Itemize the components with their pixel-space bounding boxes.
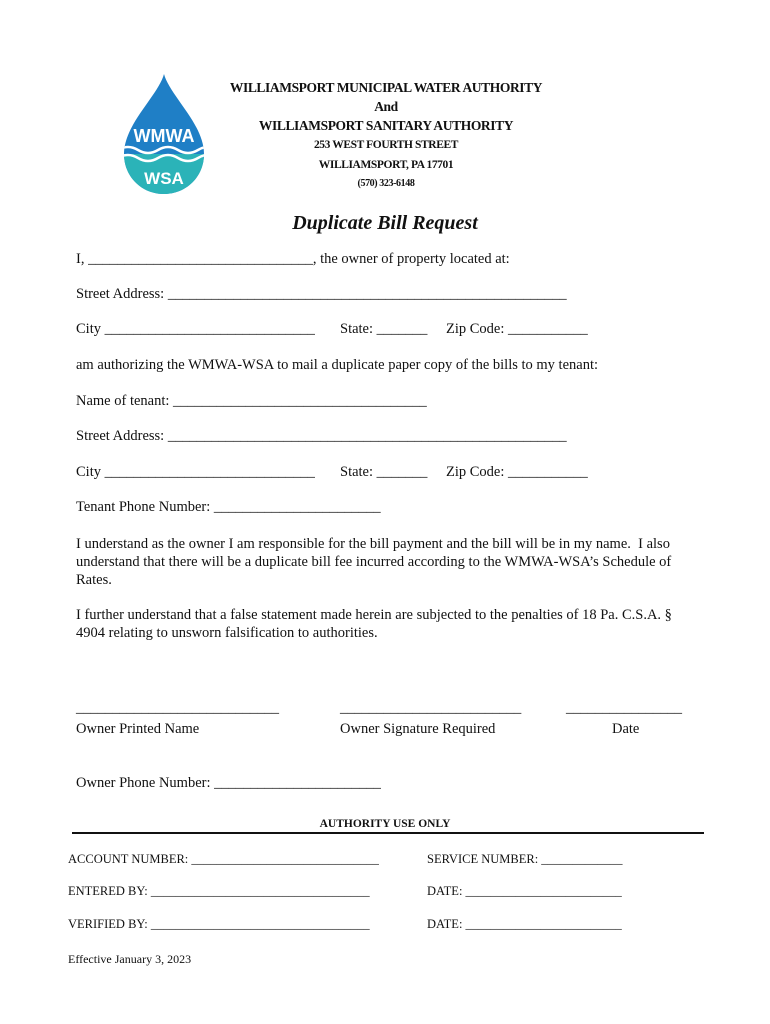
tenant-phone: Tenant Phone Number: _______________________	[76, 499, 381, 515]
tenant-name: Name of tenant: ___________________________________	[76, 393, 427, 409]
paragraph-1-line-1: I understand as the owner I am responsible for the bill payment and the bill will be in my name. I also	[76, 536, 670, 552]
account-number: ACCOUNT NUMBER: ______________________________	[68, 852, 379, 866]
state-2: State: _______	[340, 464, 428, 480]
logo-text-bottom: WSA	[144, 169, 184, 188]
zip-1: Zip Code: ___________	[446, 321, 588, 337]
service-number: SERVICE NUMBER: _____________	[427, 852, 623, 866]
signature-line-signature: _________________________	[340, 700, 522, 716]
effective-date: Effective January 3, 2023	[68, 952, 192, 966]
owner-phone: Owner Phone Number: _______________________	[76, 775, 381, 791]
paragraph-1-line-3: Rates.	[76, 572, 112, 588]
street-address-1: Street Address: _______________________________________________________	[76, 286, 567, 302]
entered-by: ENTERED BY: ___________________________________	[68, 884, 370, 898]
label-owner-printed-name: Owner Printed Name	[76, 721, 200, 737]
verified-by: VERIFIED BY: ___________________________________	[68, 917, 370, 931]
paragraph-2-line-2: 4904 relating to unsworn falsification to authorities.	[76, 625, 378, 641]
city-1: City _____________________________	[76, 321, 315, 337]
header-line-6: (570) 323-6148	[357, 178, 415, 189]
signature-line-date: ________________	[566, 700, 682, 716]
label-owner-signature: Owner Signature Required	[340, 721, 496, 737]
logo-text-top: WMWA	[133, 126, 195, 146]
authorizing-text: am authorizing the WMWA-WSA to mail a duplicate paper copy of the bills to my tenant:	[76, 357, 599, 373]
header-line-1: WILLIAMSPORT MUNICIPAL WATER AUTHORITY	[229, 80, 543, 95]
authority-divider	[72, 832, 704, 834]
authority-use-heading: AUTHORITY USE ONLY	[319, 818, 451, 830]
state-1: State: _______	[340, 321, 428, 337]
header-line-3: WILLIAMSPORT SANITARY AUTHORITY	[258, 118, 514, 133]
street-address-2: Street Address: _______________________________________________________	[76, 428, 567, 444]
zip-2: Zip Code: ___________	[446, 464, 588, 480]
entered-date: DATE: _________________________	[427, 884, 622, 898]
wmwa-wsa-logo	[118, 72, 210, 196]
paragraph-2-line-1: I further understand that a false statement made herein are subjected to the penalties of 18 Pa. C.S.A. §	[76, 607, 672, 623]
header-line-4: 253 WEST FOURTH STREET	[313, 139, 459, 151]
paragraph-1-line-2: understand that there will be a duplicate bill fee incurred according to the WMWA-WSA’s Schedule of	[76, 554, 672, 570]
header-line-2: And	[374, 99, 398, 114]
city-2: City _____________________________	[76, 464, 315, 480]
label-date: Date	[612, 721, 640, 737]
page-title: Duplicate Bill Request	[292, 212, 478, 234]
signature-line-printed-name: ____________________________	[76, 700, 279, 716]
owner-line: I, _______________________________, the owner of property located at:	[76, 251, 510, 267]
verified-date: DATE: _________________________	[427, 917, 622, 931]
header-line-5: WILLIAMSPORT, PA 17701	[318, 159, 454, 171]
